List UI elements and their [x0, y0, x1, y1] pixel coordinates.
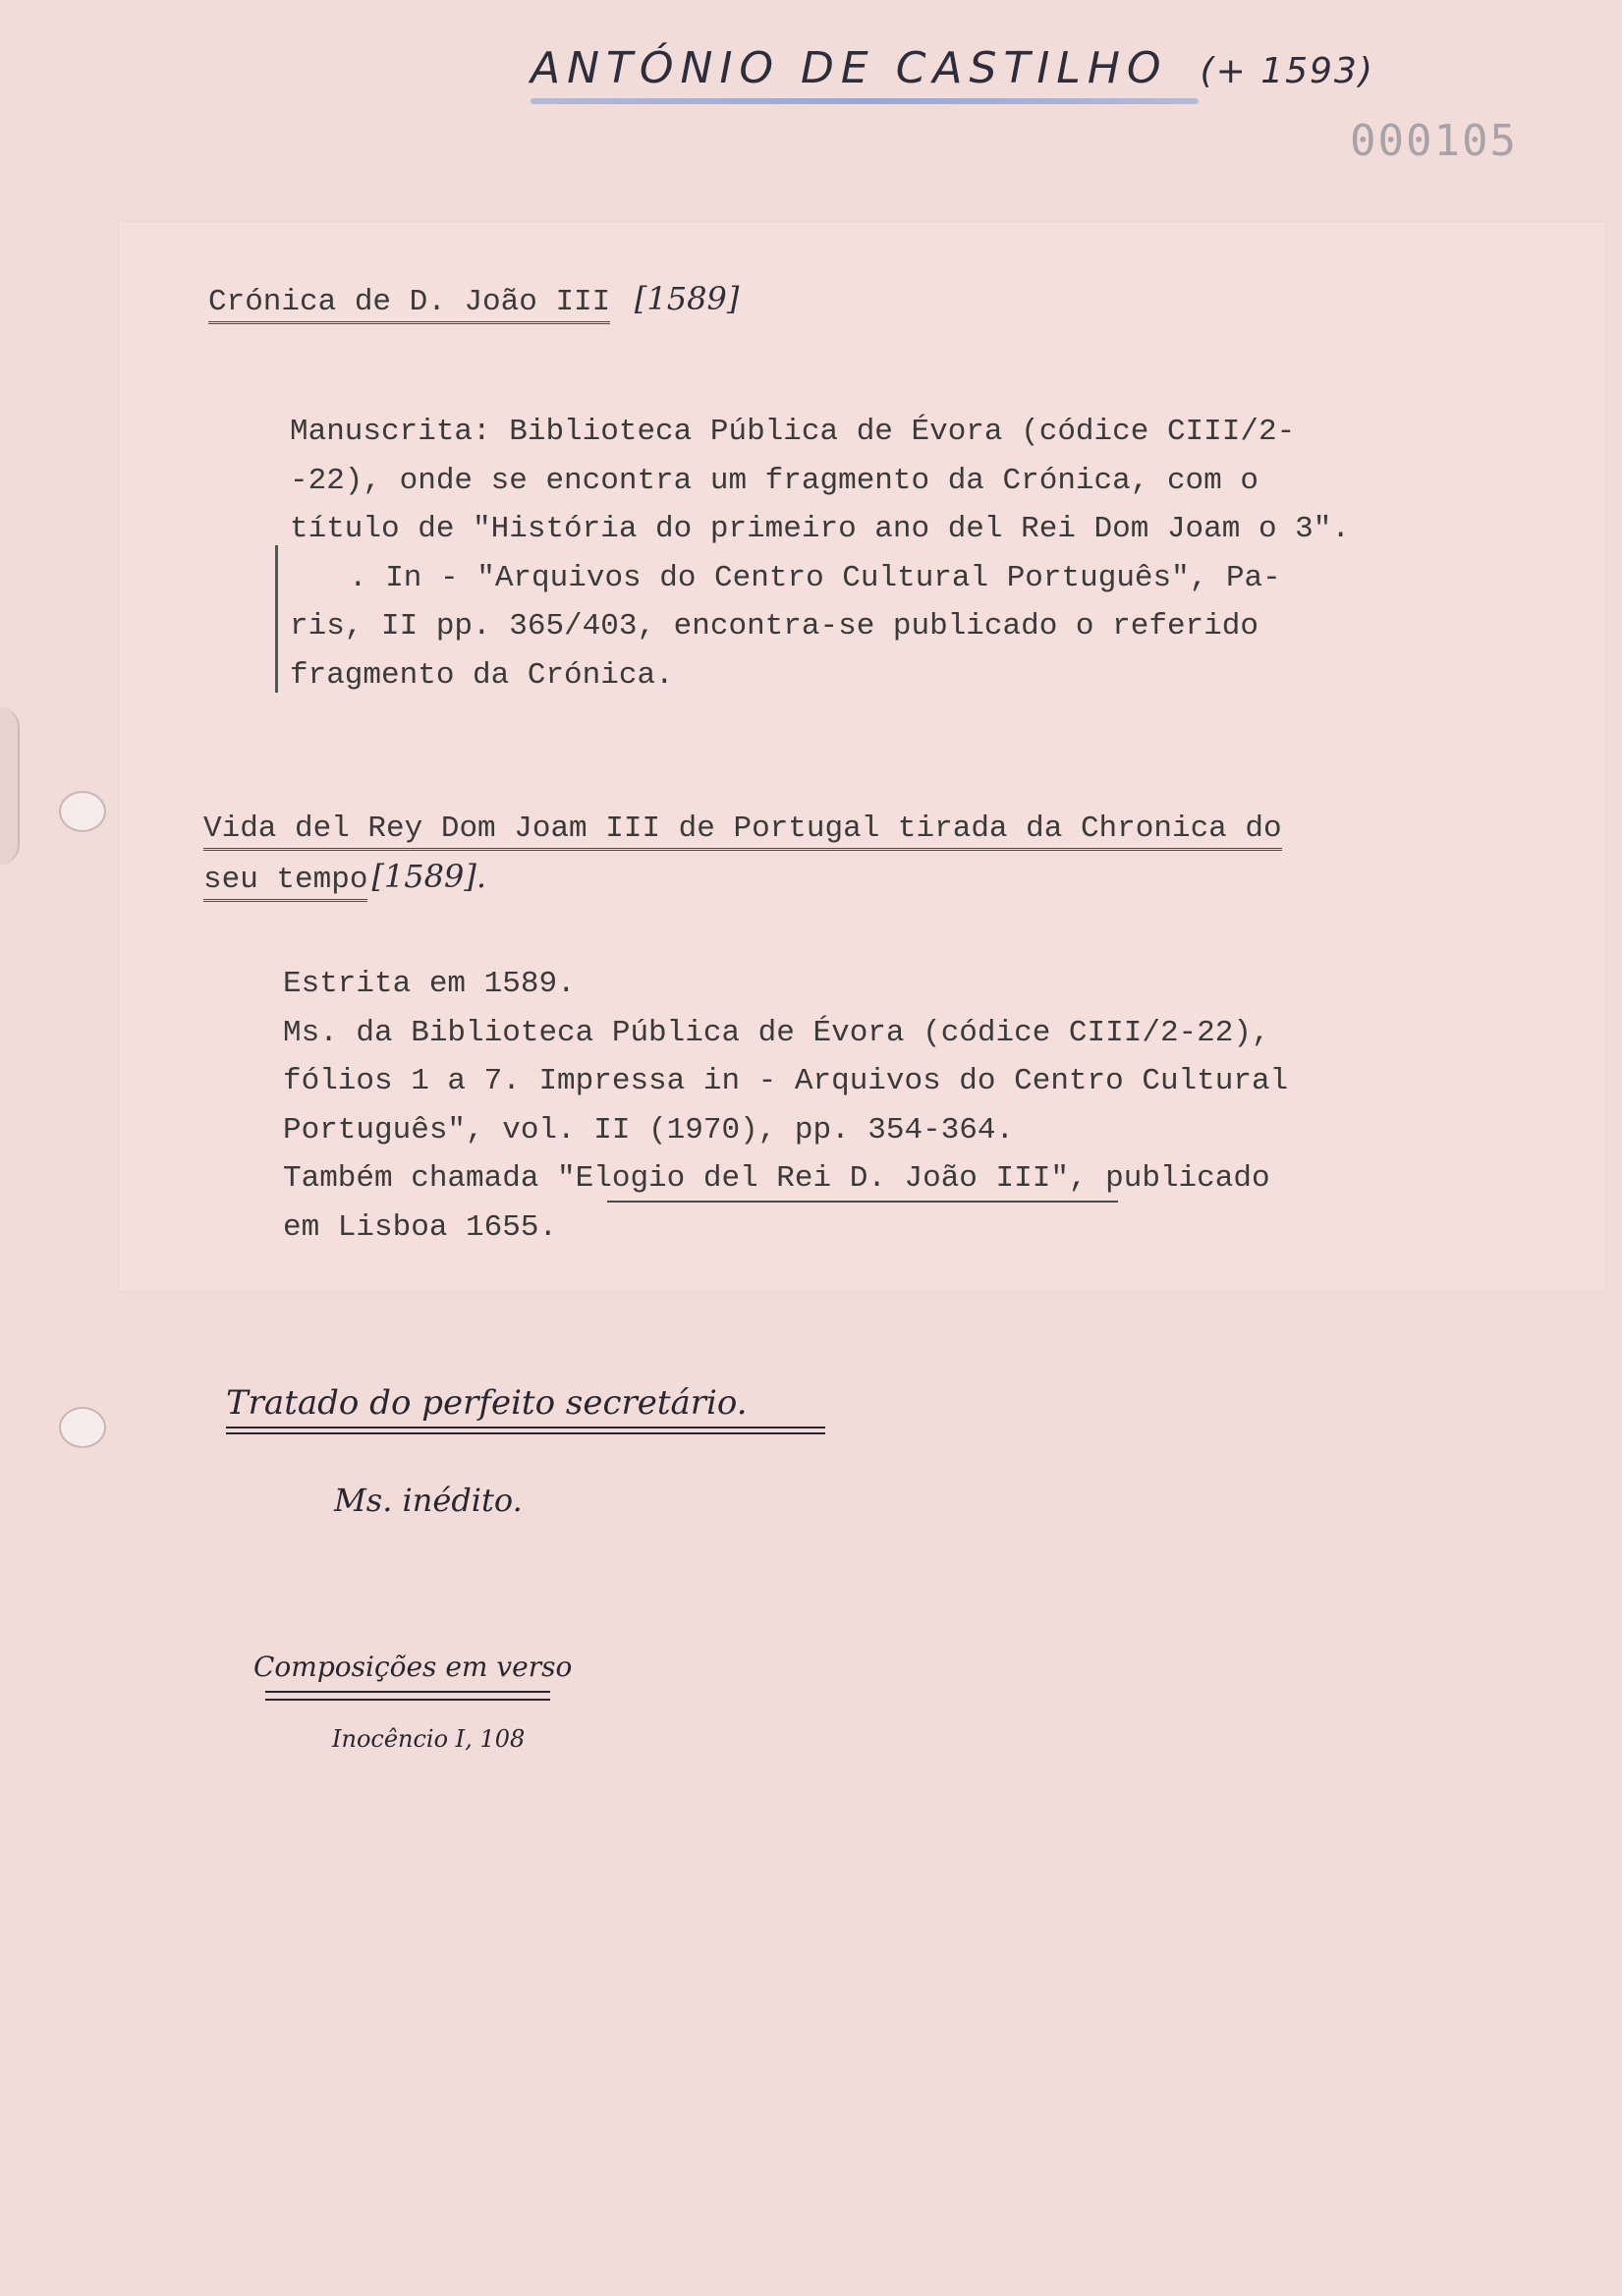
- entry1-heading: [208, 280, 739, 319]
- entry1-line: . In - "Arquivos do Centro Cultural Português", Pa-: [349, 560, 1281, 595]
- entry3-title: Tratado do perfeito secretário.: [226, 1383, 748, 1423]
- elogio-underline: [607, 1201, 1118, 1203]
- entry4-title: Composições em verso: [253, 1651, 573, 1683]
- entry1-line: título de "História do primeiro ano del Rei Dom Joam o 3".: [290, 512, 1350, 546]
- entry2-line: em Lisboa 1655.: [283, 1209, 558, 1245]
- archive-stamp-number: 000105: [1350, 116, 1518, 166]
- entry2-body: [283, 960, 1288, 1252]
- entry3-underline: [226, 1427, 825, 1428]
- entry1-line: ris, II pp. 365/403, encontra-se publicado o referido: [290, 609, 1258, 644]
- entry1-line: -22), onde se encontra um fragmento da Crónica, com o: [290, 463, 1258, 498]
- entry4-underline: [265, 1699, 550, 1701]
- entry1-line: fragmento da Crónica.: [290, 657, 674, 693]
- punch-hole: [59, 1407, 106, 1448]
- entry1-line: Manuscrita: Biblioteca Pública de Évora (códice CIII/2-: [290, 415, 1296, 449]
- entry3-underline: [226, 1432, 825, 1434]
- entry2-title-line1: Vida del Rey Dom Joam III de Portugal tirada da Chronica do: [203, 812, 1282, 851]
- entry2-line: Também chamada "Elogio del Rei D. João III", publicado: [283, 1161, 1270, 1196]
- entry3-note: Ms. inédito.: [334, 1482, 523, 1519]
- entry4-note: Inocêncio I, 108: [332, 1725, 526, 1753]
- author-name: ANTÓNIO DE CASTILHO: [531, 43, 1168, 93]
- page-edge: [0, 707, 20, 865]
- entry1-body: [290, 408, 1350, 700]
- entry2-heading: [203, 806, 1282, 904]
- margin-bar: [275, 545, 278, 693]
- entry1-title: Crónica de D. João III: [208, 285, 610, 324]
- author-dates: (+ 1593): [1200, 51, 1374, 91]
- entry2-date: [1589].: [371, 858, 487, 895]
- punch-hole: [59, 791, 106, 832]
- entry1-date: [1589]: [634, 280, 740, 317]
- entry2-line: Português", vol. II (1970), pp. 354-364.: [283, 1112, 1015, 1148]
- entry4-underline: [265, 1691, 550, 1693]
- entry2-line: fólios 1 a 7. Impressa in - Arquivos do Centro Cultural: [283, 1064, 1289, 1098]
- entry2-title-line2: seu tempo: [203, 863, 367, 902]
- heading-underline: [531, 98, 1199, 104]
- entry2-line: Estrita em 1589.: [283, 967, 576, 1001]
- author-heading: [531, 43, 1374, 93]
- entry2-line: Ms. da Biblioteca Pública de Évora (códice CIII/2-22),: [283, 1015, 1270, 1050]
